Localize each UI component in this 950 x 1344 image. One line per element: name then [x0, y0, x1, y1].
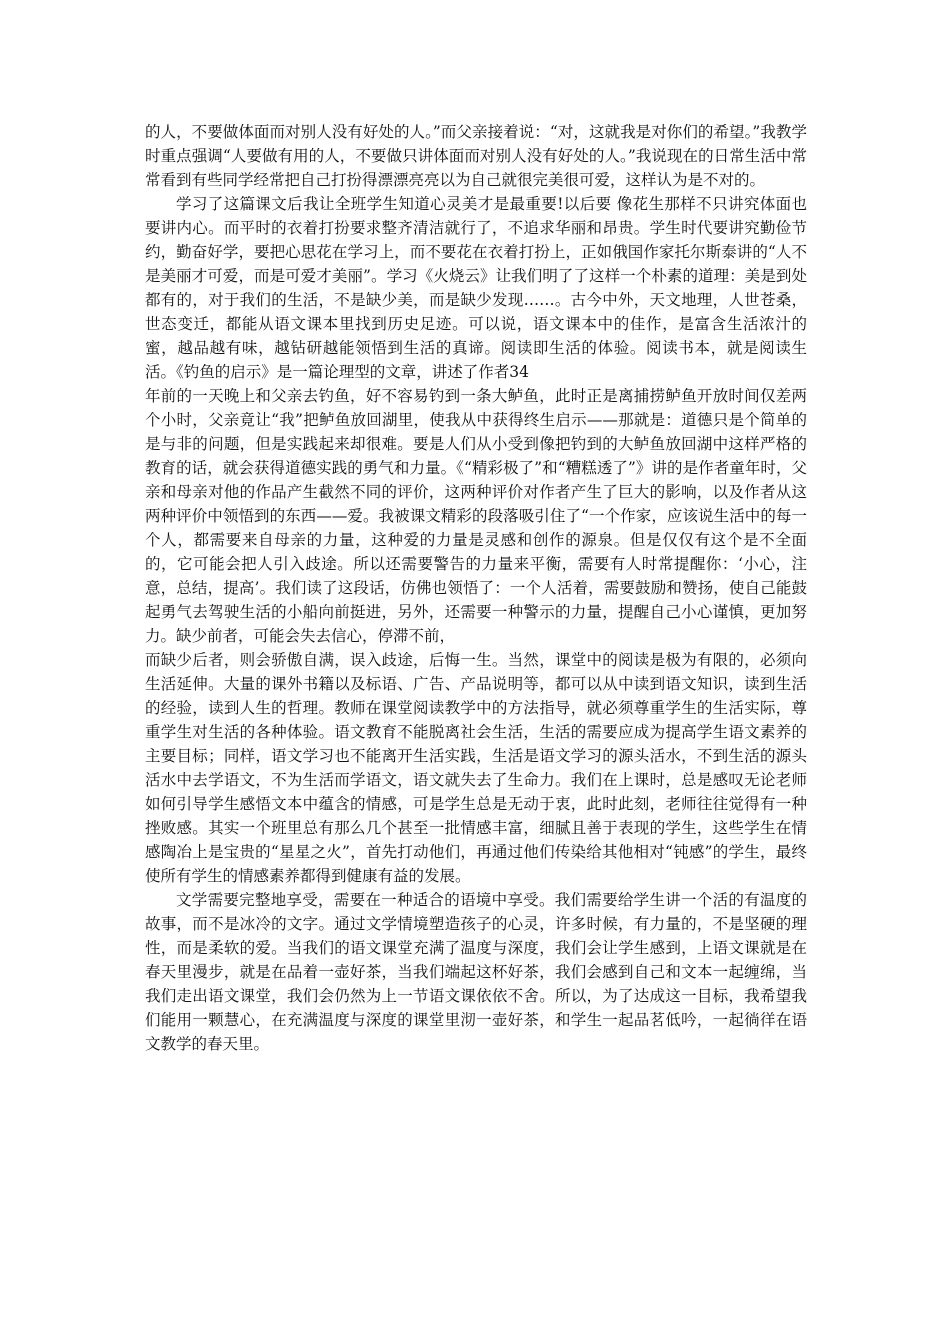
document-body [145, 120, 807, 1056]
paragraph-2: 学习了这篇课文后我让全班学生知道心灵美才是最重要!以后要 像花生那样不只讲究体面也要讲内心。而平时的衣着打扮要求整齐清洁就行了，不追求华丽和昂贵。学生时代要讲究勤俭节约，勤奋好学，要把心思花在学习上，而不要花在衣着打扮上，正如俄国作家托尔斯泰讲的“人不是美丽才可爱，而是可爱才美丽”。学习《火烧云》让我们明了了这样一个朴素的道理：美是到处都有的，对于我们的生活，不是缺少美，而是缺少发现……。古今中外，天文地理，人世苍桑，世态变迁，都能从语文课本里找到历史足迹。可以说，语文课本中的佳作，是富含生活浓汁的蜜，越品越有味，越钻研越能领悟到生活的真谛。阅读即生活的体验。阅读书本，就是阅读生活。《钓鱼的启示》是一篇论理型的文章，讲述了作者34 [145, 195, 807, 381]
paragraph-5: 文学需要完整地享受，需要在一种适合的语境中享受。我们需要给学生讲一个活的有温度的故事，而不是冰冷的文字。通过文学情境塑造孩子的心灵，许多时候，有力量的，不是坚硬的理性，而是柔软的爱。当我们的语文课堂充满了温度与深度，我们会让学生感到，上语文课就是在春天里漫步，就是在品着一壶好茶，当我们端起这杯好茶，我们会感到自己和文本一起缠绵，当我们走出语文课堂，我们会仍然为上一节语文课依依不舍。所以，为了达成这一目标，我希望我们能用一颗慧心，在充满温度与深度的课堂里沏一壶好茶，和学生一起品茗低吟，一起徜徉在语文教学的春天里。 [145, 891, 807, 1053]
paragraph-1: 的人，不要做体面而对别人没有好处的人。”而父亲接着说：“对，这就我是对你们的希望。”我教学时重点强调“人要做有用的人，不要做只讲体面而对别人没有好处的人。”我说现在的日常生活中常常看到有些同学经常把自己打扮得漂漂亮亮以为自己就很完美很可爱，这样认为是不对的。 [145, 123, 807, 189]
paragraph-4: 而缺少后者，则会骄傲自满，误入歧途，后悔一生。当然，课堂中的阅读是极为有限的，必须向生活延伸。大量的课外书籍以及标语、广告、产品说明等，都可以从中读到语文知识，读到生活的经验，读到人生的哲理。教师在课堂阅读教学中的方法指导，就必须尊重学生的生活实际，尊重学生对生活的各种体验。语文教育不能脱离社会生活，生活的需要应成为提高学生语文素养的主要目标；同样，语文学习也不能离开生活实践，生活是语文学习的源头活水，不到生活的源头活水中去学语文，不为生活而学语文，语文就失去了生命力。我们在上课时，总是感叹无论老师如何引导学生感悟文本中蕴含的情感，可是学生总是无动于衷，此时此刻，老师往往觉得有一种挫败感。其实一个班里总有那么几个甚至一批情感丰富，细腻且善于表现的学生，这些学生在情感陶冶上是宝贵的“星星之火”，首先打动他们，再通过他们传染给其他相对“钝感”的学生，最终使所有学生的情感素养都得到健康有益的发展。 [145, 651, 807, 885]
paragraph-3: 年前的一天晚上和父亲去钓鱼，好不容易钓到一条大鲈鱼，此时正是离捕捞鲈鱼开放时间仅差两个小时，父亲竟让“我”把鲈鱼放回湖里，使我从中获得终生启示——那就是：道德只是个简单的是与非的问题，但是实践起来却很难。要是人们从小受到像把钓到的大鲈鱼放回湖中这样严格的教育的话，就会获得道德实践的勇气和力量。《“精彩极了”和“糟糕透了”》讲的是作者童年时，父亲和母亲对他的作品产生截然不同的评价，这两种评价对作者产生了巨大的影响，以及作者从这两种评价中领悟到的东西——爱。我被课文精彩的段落吸引住了“一个作家，应该说生活中的每一个人，都需要来自母亲的力量，这种爱的力量是灵感和创作的源泉。但是仅仅有这个是不全面的，它可能会把人引入歧途。所以还需要警告的力量来平衡，需要有人时常提醒你：‘小心，注意，总结，提高’。我们读了这段话，仿佛也领悟了：一个人活着，需要鼓励和赞扬，使自己能鼓起勇气去驾驶生活的小船向前挺进，另外，还需要一种警示的力量，提醒自己小心谨慎，更加努力。缺少前者，可能会失去信心，停滞不前， [145, 387, 807, 645]
